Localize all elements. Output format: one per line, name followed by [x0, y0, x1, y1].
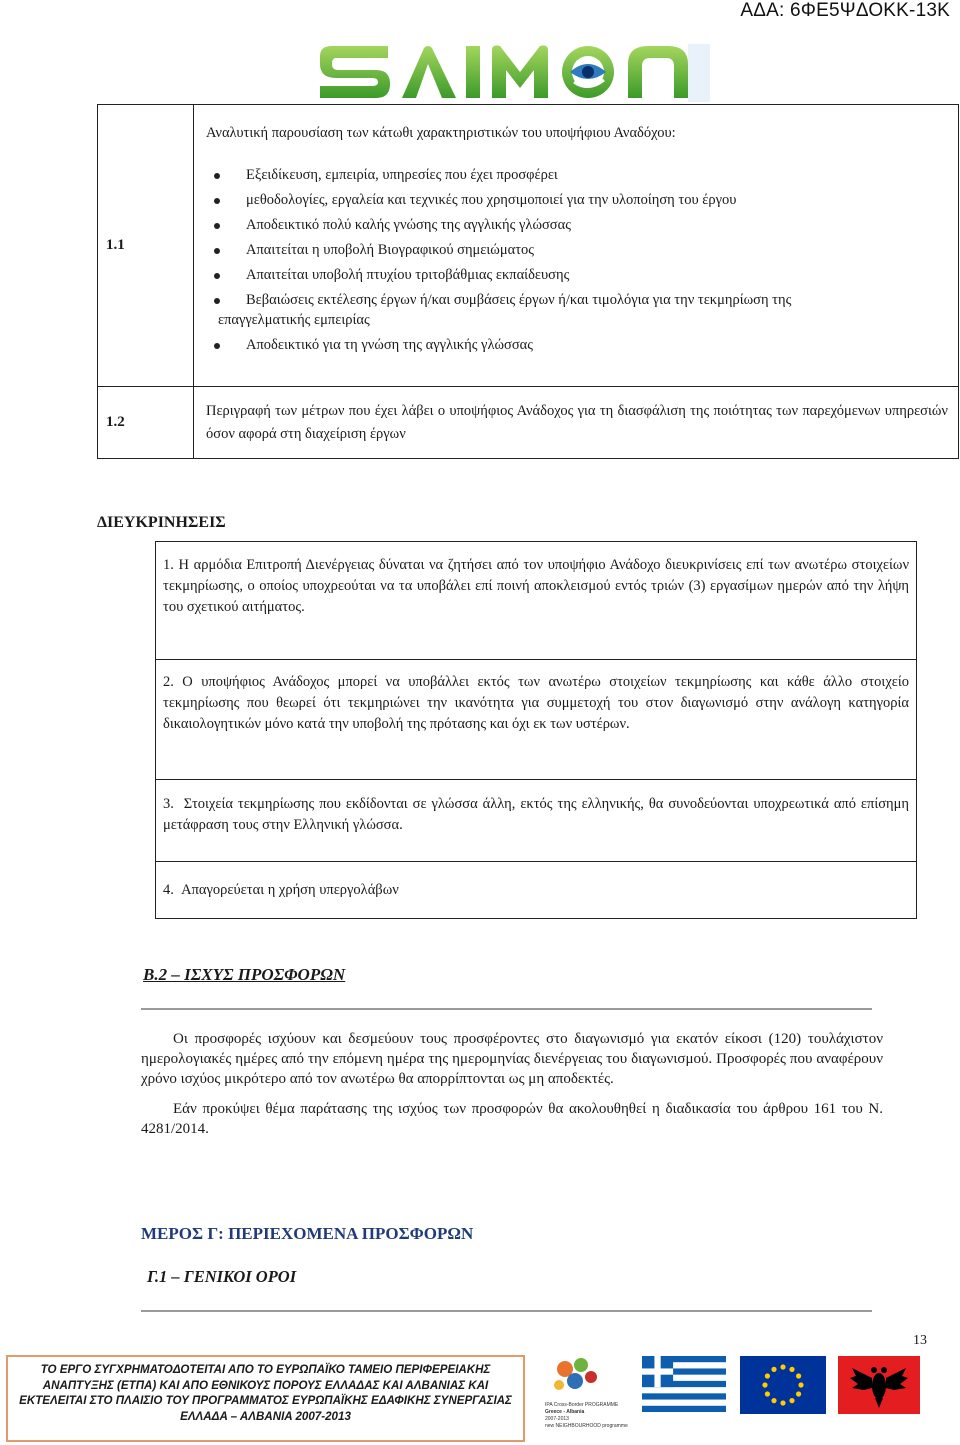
ipa-line: Greece - Albania: [545, 1409, 585, 1415]
list-item-text: Απαιτείται η υποβολή Βιογραφικού σημειώματος: [246, 242, 535, 258]
requirements-list: [206, 165, 948, 355]
table-row: [98, 387, 959, 459]
list-item-text: Εξειδίκευση, εμπειρία, υπηρεσίες που έχει προσφέρει: [246, 167, 558, 183]
list-item: [206, 215, 948, 235]
bullet-icon: [214, 343, 220, 349]
bullet-icon: [214, 298, 220, 304]
bullet-icon: [214, 173, 220, 179]
funding-line: ΕΚΤΕΛΕΙΤΑΙ ΣΤΟ ΠΛΑΙΣΙΟ ΤΟΥ ΠΡΟΓΡΑΜΜΑΤΟΣ ΕΥΡΩΠΑΪΚΗΣ ΕΔΑΦΙΚΗΣ ΣΥΝΕΡΓΑΣΙΑΣ: [19, 1394, 512, 1407]
clarification-item: [163, 660, 909, 735]
requirements-table: [97, 104, 959, 459]
ipa-programme-logo: [545, 1355, 630, 1440]
ipa-line: 2007-2013: [545, 1416, 569, 1422]
ipa-line: new NEIGHBOURHOOD programme: [545, 1423, 628, 1429]
divider: [141, 1008, 872, 1010]
table-row: [156, 542, 917, 660]
clarification-item: [163, 542, 909, 618]
list-item-text: Βεβαιώσεις εκτέλεσης έργων ή/και συμβάσεις έργων ή/και τιμολόγια για την τεκμηρίωση της: [246, 292, 792, 308]
clarification-item: [163, 780, 909, 836]
b2-paragraph-2: Εάν προκύψει θέμα παράτασης της ισχύος των προσφορών θα ακολουθηθεί η διαδικασία του άρθρου 161 του Ν. 4281/2014.: [141, 1101, 883, 1137]
table-row: [156, 862, 917, 919]
row-number: 1.2: [98, 387, 194, 459]
greek-flag-icon: [642, 1356, 726, 1412]
list-item: [206, 190, 948, 210]
table-row: [98, 105, 959, 387]
list-item-text: Απαιτείται υποβολή πτυχίου τριτοβάθμιας εκπαίδευσης: [246, 267, 570, 283]
list-item: [206, 240, 948, 260]
row-content: [194, 105, 959, 387]
funding-text: [8, 1362, 523, 1424]
row-content: Περιγραφή των μέτρων που έχει λάβει ο υποψήφιος Ανάδοχος για τη διασφάλιση της ποιότητας των παρεχόμενων υπηρεσιών όσον αφορά στη διαχείριση έργων: [194, 387, 959, 459]
table-cell: [156, 660, 917, 780]
list-item-text-cont: επαγγελματικής εμπειρίας: [218, 312, 370, 328]
item-number: 3.: [163, 796, 174, 812]
item-number: 2.: [163, 674, 174, 690]
item-text: Ο υποψήφιος Ανάδοχος μπορεί να υποβάλλει εκτός των ανωτέρω στοιχείων τεκμηρίωσης και κάθε άλλο στοιχείο τεκμηρίωσης που θεωρεί ότι τεκμηριώνει την ικανότητα για συμμετοχή του στον διαγωνισμό στην ανάλογη κατηγορία δικαιολογητικών μόνο κατά την υποβολή της πρότασης και όχι εκ των υστέρων.: [163, 674, 909, 732]
funding-line: ΕΛΛΑΔΑ – ΑΛΒΑΝΙΑ 2007-2013: [180, 1409, 351, 1423]
saimon-logo: [318, 42, 710, 104]
item-text: Η αρμόδια Επιτροπή Διενέργειας δύναται να ζητήσει από τον υποψήφιο Ανάδοχο διευκρινίσεις επί των ανωτέρω στοιχείων τεκμηρίωσης, ο οποίος υποχρεούται να τα υποβάλει επί ποινή αποκλεισμού εντός τριών (3) εργασίμων ημερών από την λήψη του σχετικού αιτήματος.: [163, 557, 909, 615]
bullet-icon: [214, 223, 220, 229]
c1-heading: Γ.1 – ΓΕΝΙΚΟΙ ΟΡΟΙ: [147, 1267, 297, 1286]
clarifications-heading: ΔΙΕΥΚΡΙΝΗΣΕΙΣ: [97, 514, 226, 531]
bullet-icon: [214, 198, 220, 204]
page-number: 13: [913, 1333, 927, 1348]
table-cell: [156, 862, 917, 919]
item-number: 4.: [163, 881, 174, 898]
b2-paragraph-1: Οι προσφορές ισχύουν και δεσμεύουν τους προσφέροντες στο διαγωνισμό για εκατόν είκοσι (120) τουλάχιστον ημερολογιακές ημέρες από την επόμενη ημέρα της ημερομηνίας διενέργειας του διαγωνισμού. Προσφορές που αναφέρουν χρόνο ισχύος μικρότερο από τον ανωτέρω θα απορρίπτονται ως μη αποδεκτές.: [141, 1031, 883, 1087]
divider: [141, 1310, 872, 1312]
intro-text: Αναλυτική παρουσίαση των κάτωθι χαρακτηριστικών του υποψήφιου Αναδόχου:: [206, 125, 676, 141]
item-text: Απαγορεύεται η χρήση υπεργολάβων: [181, 881, 399, 898]
list-item: [206, 165, 948, 185]
ipa-symbol-icon: [545, 1355, 630, 1397]
ada-code: ΑΔΑ: 6ΦΕ5ΨΔΟΚΚ-13Κ: [740, 0, 950, 21]
funding-line: ΑΝΑΠΤΥΞΗΣ (ΕΤΠΑ) ΚΑΙ ΑΠΟ ΕΘΝΙΚΟΥΣ ΠΟΡΟΥΣ ΕΛΛΑΔΑΣ ΚΑΙ ΑΛΒΑΝΙΑΣ ΚΑΙ: [42, 1378, 489, 1392]
bullet-icon: [214, 273, 220, 279]
eu-flag-icon: [740, 1356, 826, 1414]
table-cell: [156, 542, 917, 660]
table-row: [156, 660, 917, 780]
item-number: 1.: [163, 557, 174, 573]
ipa-line: IPA Cross-Border PROGRAMME: [545, 1402, 619, 1408]
list-item-text: μεθοδολογίες, εργαλεία και τεχνικές που χρησιμοποιεί για την υλοποίηση του έργου: [246, 192, 737, 208]
clarification-item: [163, 880, 909, 901]
list-item-text: Αποδεικτικό για τη γνώση της αγγλικής γλώσσας: [246, 337, 534, 353]
table-cell: [156, 780, 917, 862]
table-row: [156, 780, 917, 862]
list-item: [206, 290, 948, 330]
list-item: [206, 265, 948, 285]
albanian-flag-icon: [838, 1356, 920, 1414]
funding-line: ΤΟ ΕΡΓΟ ΣΥΓΧΡΗΜΑΤΟΔΟΤΕΙΤΑΙ ΑΠΟ ΤΟ ΕΥΡΩΠΑΪΚΟ ΤΑΜΕΙΟ ΠΕΡΙΦΕΡΕΙΑΚΗΣ: [40, 1363, 491, 1376]
section-b2-heading: Β.2 – ΙΣΧΥΣ ΠΡΟΣΦΟΡΩΝ: [143, 965, 346, 984]
list-item-text: Αποδεικτικό πολύ καλής γνώσης της αγγλικής γλώσσας: [246, 217, 571, 233]
part-c-heading: ΜΕΡΟΣ Γ: ΠΕΡΙΕΧΟΜΕΝΑ ΠΡΟΣΦΟΡΩΝ: [141, 1224, 474, 1243]
row-number: 1.1: [98, 105, 194, 387]
list-item: [206, 335, 948, 355]
bullet-icon: [214, 248, 220, 254]
item-text: Στοιχεία τεκμηρίωσης που εκδίδονται σε γλώσσα άλλη, εκτός της ελληνικής, θα συνοδεύονται υποχρεωτικά από επίσημη μετάφραση τους στην Ελληνική γλώσσα.: [163, 796, 909, 833]
clarifications-table: [155, 541, 917, 919]
funding-notice: [6, 1355, 525, 1442]
